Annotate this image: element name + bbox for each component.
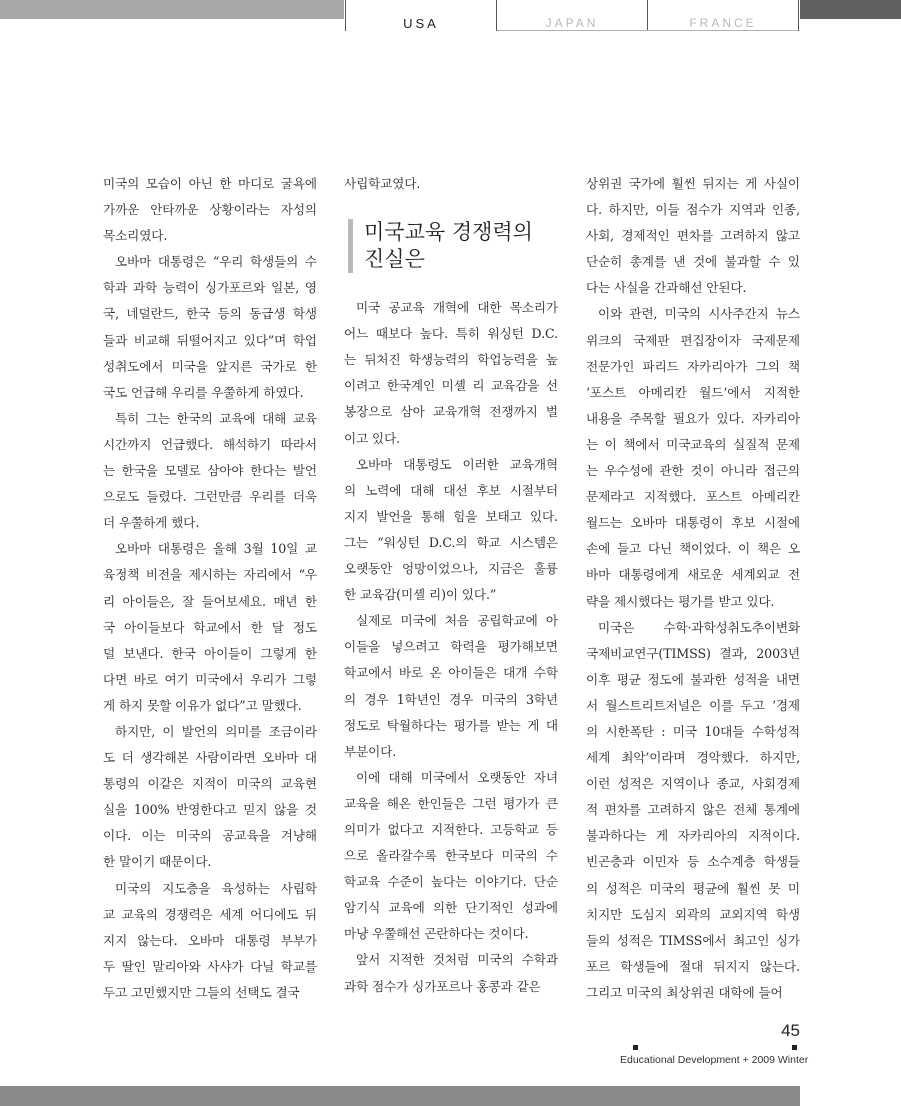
- text-line: 가까운 안타까운 상황이라는 자성의: [103, 202, 317, 218]
- text-line: 실을 100% 반영한다고 믿지 않을 것: [103, 802, 317, 818]
- text-line: 지지 발언을 통해 힘을 보태고 있다.: [344, 508, 558, 524]
- text-line: 한 교육감(미셸 리)이 있다.”: [344, 587, 497, 603]
- header-bar-left: [0, 0, 344, 19]
- text-line: 사립학교였다.: [344, 176, 421, 191]
- text-line: 앞서 지적한 것처럼 미국의 수학과: [356, 952, 558, 968]
- text-line: 는 우수성에 관한 것이 아니라 접근의: [586, 463, 800, 479]
- footer-marker-right: [792, 1045, 797, 1050]
- text-line: 의미가 없다고 지적한다. 고등학교 등: [344, 821, 558, 837]
- footer-bar: [0, 1086, 800, 1106]
- text-line: 다면 바로 여기 미국에서 우리가 그렇: [103, 671, 317, 687]
- text-line: 마냥 우쭐해선 곤란하다는 것이다.: [344, 926, 529, 942]
- text-line: 이고 있다.: [344, 430, 401, 446]
- text-line: 시간까지 언급했다. 해석하기 따라서: [103, 436, 317, 452]
- text-line: 어느 때보다 높다. 특히 워싱턴 D.C.: [344, 326, 558, 342]
- text-line: 으로도 들렸다. 그런만큼 우리를 더욱: [103, 489, 317, 505]
- text-line: 내용을 주목할 필요가 있다. 자카리아: [586, 410, 800, 426]
- text-line: 전문가인 파리드 자카리아가 그의 책: [586, 358, 800, 374]
- text-line: 바마 대통령에게 새로운 세계외교 전: [586, 567, 800, 583]
- text-line: 하지만, 이 발언의 의미를 조금이라: [115, 723, 317, 739]
- footer-marker-left: [633, 1045, 638, 1050]
- text-line: 이다. 이는 미국의 공교육을 겨냥해: [103, 828, 317, 844]
- text-line: 국도 언급해 우리를 우쭐하게 하였다.: [103, 384, 304, 400]
- text-line: 교육을 해온 한인들은 그런 평가가 큰: [344, 795, 558, 811]
- text-line: 포르 학생들에 절대 뒤지지 않는다.: [586, 958, 800, 974]
- tab-divider: [798, 0, 799, 31]
- text-line: 는 한국을 모델로 삼아야 한다는 발언: [103, 463, 317, 479]
- text-line: 미국 공교육 개혁에 대한 목소리가: [356, 300, 558, 316]
- text-line: 이와 관련, 미국의 시사주간지 뉴스: [598, 306, 800, 322]
- text-line: 치지만 도심지 외곽의 교외지역 학생: [586, 906, 800, 922]
- text-line: 손에 들고 다닌 책이었다. 이 책은 오: [586, 541, 800, 557]
- text-line: 략을 제시했다는 평가를 받고 있다.: [586, 593, 775, 609]
- text-line: 이후 평균 정도에 불과한 성적을 내면: [586, 671, 800, 687]
- section-heading-line: 미국교육 경쟁력의: [364, 220, 533, 245]
- text-line: 적 편차를 고려하지 않은 전체 통계에: [586, 802, 800, 818]
- text-line: 오바마 대통령도 이러한 교육개혁: [356, 456, 558, 472]
- text-line: ‘포스트 아메리칸 월드’에서 지적한: [586, 384, 800, 400]
- text-line: 는 이 책에서 미국교육의 실질적 문제: [586, 436, 800, 452]
- text-line: 정도로 탁월하다는 평가를 받는 게 대: [344, 717, 558, 733]
- text-line: 두 딸인 말리아와 사샤가 다닐 학교를: [103, 958, 317, 974]
- text-line: 사회, 경제적인 편차를 고려하지 않고: [586, 228, 800, 244]
- text-line: 이려고 한국계인 미셸 리 교육감을 선: [344, 378, 558, 394]
- text-line: 오랫동안 엉망이었으나, 지금은 훌륭: [344, 561, 558, 577]
- text-line: 교 교육의 경쟁력은 세계 어디에도 뒤: [103, 906, 317, 922]
- text-line: 그는 “워싱턴 D.C.의 학교 시스템은: [344, 534, 558, 550]
- text-line: 한 말이기 때문이다.: [103, 854, 212, 870]
- text-line: 들의 성적은 TIMSS에서 최고인 싱가: [586, 932, 800, 948]
- text-line: 성취도에서 미국을 앞지른 국가로 한: [103, 358, 317, 374]
- text-line: 의 경우 1학년인 경우 미국의 3학년: [344, 691, 558, 707]
- text-line: 육정책 비전을 제시하는 자리에서 “우: [103, 567, 317, 583]
- publication-footer: Educational Development + 2009 Winter: [620, 1054, 809, 1066]
- text-line: 의 노력에 대해 대선 후보 시절부터: [344, 482, 558, 498]
- text-column-3: [586, 171, 800, 1006]
- text-line: 의 시한폭탄 : 미국 10대들 수학성적: [586, 723, 800, 739]
- text-line: 미국의 모습이 아닌 한 마디로 굴욕에: [103, 176, 317, 191]
- text-line: 미국은 수학·과학성취도추이변화: [598, 619, 800, 635]
- text-line: 학교육 수준이 높다는 이야기다. 단순: [344, 874, 558, 890]
- text-line: 빈곤층과 이민자 등 소수계층 학생들: [586, 854, 800, 870]
- text-line: 이들을 넣으려고 학력을 평가해보면: [344, 639, 558, 655]
- text-line: 국 아이들보다 학교에서 한 달 정도: [103, 619, 317, 635]
- text-line: 다는 사실을 간과해선 안된다.: [586, 280, 747, 296]
- text-line: 도 더 생각해본 사람이라면 오바마 대: [103, 750, 317, 766]
- text-line: 문제라고 지적했다. 포스트 아메리칸: [586, 489, 800, 505]
- text-line: 국제비교연구(TIMSS) 결과, 2003년: [586, 645, 800, 661]
- text-line: 서 월스트리트저널은 이를 두고 ‘경제: [586, 697, 800, 713]
- text-line: 리 아이들은, 잘 들어보세요. 매년 한: [103, 593, 317, 609]
- text-line: 위크의 국제판 편집장이자 국제문제: [586, 332, 800, 348]
- text-line: 목소리였다.: [103, 228, 168, 244]
- text-line: 부분이다.: [344, 743, 397, 759]
- text-line: 월드는 오바마 대통령이 후보 시절에: [586, 515, 800, 531]
- section-heading: [348, 219, 558, 273]
- page-number: 45: [781, 1021, 800, 1040]
- text-line: 덜 보낸다. 한국 아이들이 그렇게 한: [103, 645, 317, 661]
- text-line: 특히 그는 한국의 교육에 대해 교육: [115, 410, 317, 426]
- text-line: 학교에서 바로 온 아이들은 대개 수학: [344, 665, 558, 681]
- text-line: 들과 비교해 뒤떨어지고 있다”며 학업: [103, 332, 317, 348]
- text-line: 단순히 총계를 낸 것에 불과할 수 있: [586, 254, 800, 270]
- text-line: 이에 대해 미국에서 오랫동안 자녀: [356, 769, 558, 785]
- text-line: 두고 고민했지만 그들의 선택도 결국: [103, 984, 300, 1000]
- text-line: 미국의 지도층을 육성하는 사립학: [115, 880, 317, 896]
- text-line: 는 뒤처진 학생능력의 학업능력을 높: [344, 352, 558, 368]
- text-line: 오바마 대통령은 “우리 학생들의 수: [115, 254, 317, 270]
- text-line: 으로 올라갈수록 한국보다 미국의 수: [344, 848, 558, 864]
- text-line: 통령의 이같은 지적이 미국의 교육현: [103, 776, 317, 792]
- text-line: 다. 하지만, 이들 점수가 지역과 인종,: [586, 202, 800, 218]
- text-line: 국, 네덜란드, 한국 등의 동급생 학생: [103, 306, 317, 322]
- text-line: 봉장으로 삼아 교육개혁 전쟁까지 벌: [344, 404, 558, 420]
- text-line: 이런 성적은 지역이나 종교, 사회경제: [586, 776, 800, 792]
- text-line: 오바마 대통령은 올해 3월 10일 교: [115, 541, 317, 557]
- text-line: 상위권 국가에 훨씬 뒤지는 게 사실이: [586, 176, 800, 191]
- text-line: 지지 않는다. 오바마 대통령 부부가: [103, 932, 317, 948]
- text-line: 학과 과학 능력이 싱가포르와 일본, 영: [103, 280, 317, 296]
- text-line: 불과하다는 게 자카리아의 지적이다.: [586, 828, 800, 844]
- text-line: 과학 점수가 싱가포르나 홍콩과 같은: [344, 978, 541, 994]
- text-line: 실제로 미국에 처음 공립학교에 아: [356, 613, 558, 629]
- tab-japan[interactable]: JAPAN: [545, 16, 599, 30]
- section-heading-line: 진실은: [364, 247, 425, 272]
- text-column-1: [103, 171, 317, 1006]
- header-bar-right: [800, 0, 901, 19]
- text-line: 더 우쭐하게 했다.: [103, 515, 200, 531]
- text-column-2: [344, 171, 558, 1000]
- tab-usa[interactable]: USA: [403, 16, 439, 31]
- text-line: 그리고 미국의 최상위권 대학에 들어: [586, 984, 783, 1000]
- text-line: 게 하지 못할 이유가 없다”고 말했다.: [103, 697, 302, 713]
- text-line: 암기식 교육에 의한 단기적인 성과에: [344, 900, 558, 916]
- text-line: 의 성적은 미국의 평균에 훨씬 못 미: [586, 880, 800, 896]
- tab-france[interactable]: FRANCE: [689, 16, 757, 30]
- text-line: 세계 최악’이라며 경악했다. 하지만,: [586, 750, 800, 766]
